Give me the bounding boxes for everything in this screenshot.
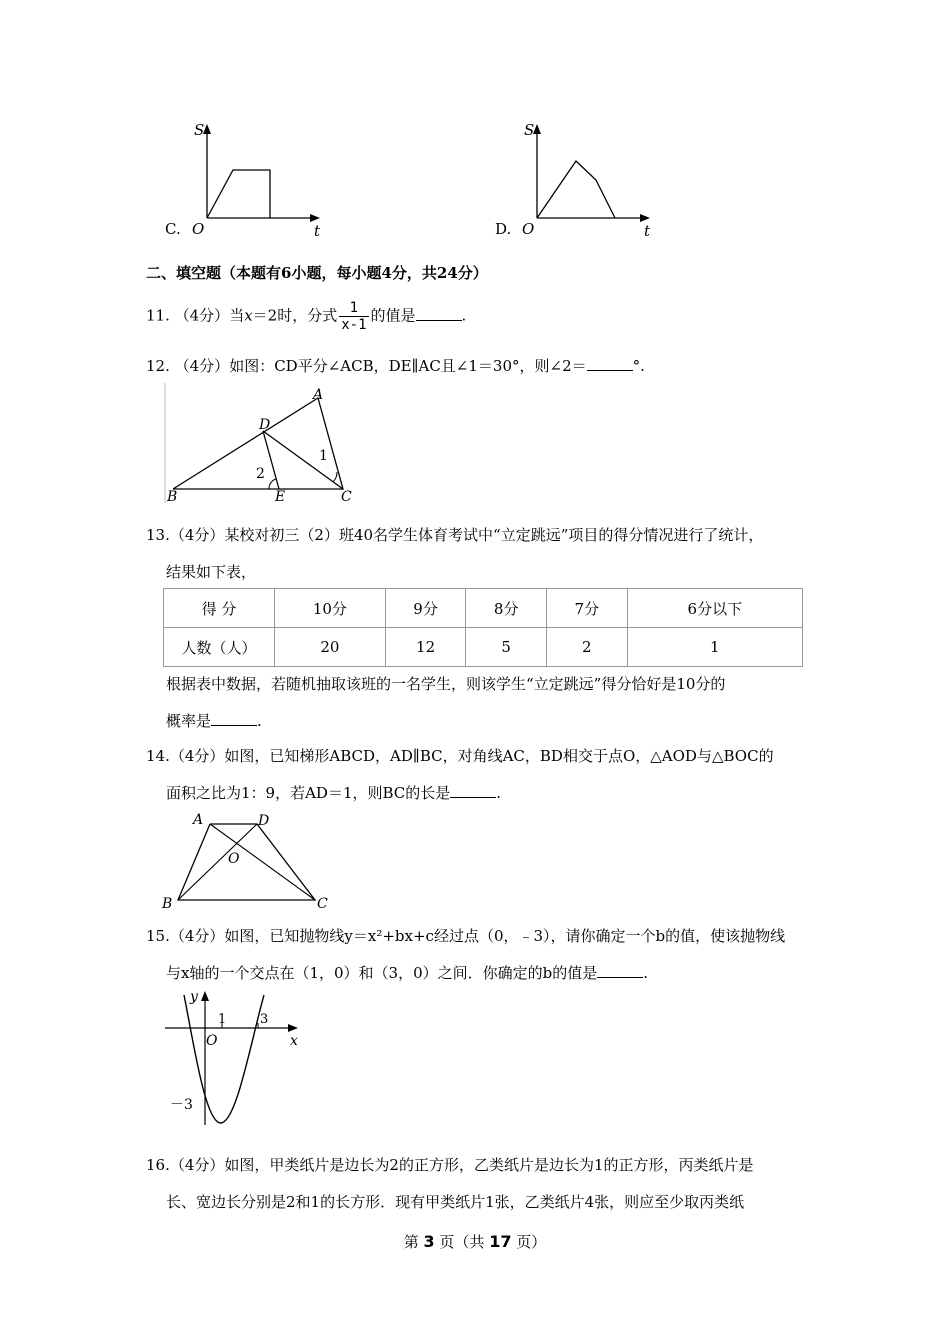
footer-a: 第 (403, 1233, 419, 1251)
option-c-label: C. (165, 220, 181, 238)
q11-text-c: 的值是 (370, 306, 416, 325)
q15-parabola-figure (160, 985, 310, 1135)
q11-number: 11. (146, 306, 170, 325)
q15-end: . (643, 964, 649, 982)
fig15-y-label: y (190, 989, 198, 1005)
c-x-axis-label: t (314, 222, 321, 240)
question-11 (146, 300, 466, 333)
q14-line1: 14.（4分）如图，已知梯形ABCD，AD∥BC，对角线AC，BD相交于点O，△AOD与△BOC的 (146, 747, 774, 765)
q10-option-c-graph (160, 118, 330, 240)
fig15-origin-label: O (206, 1033, 218, 1049)
footer-c: 页） (516, 1233, 547, 1251)
fig14-label-a: A (193, 812, 204, 828)
q11-var: x (244, 306, 253, 325)
table-cell: 10分 (275, 589, 386, 628)
q11-score: （4分） (174, 306, 230, 325)
page-number: 3 (423, 1232, 435, 1251)
q15-line2 (166, 962, 648, 983)
fig14-label-b: B (162, 896, 173, 912)
table-cell: 6分以下 (627, 589, 802, 628)
q13-line2: 结果如下表， (166, 563, 257, 581)
q12-answer-blank[interactable] (587, 356, 633, 371)
c-y-axis-label: S (194, 121, 205, 139)
q14-trapezoid-figure (160, 808, 340, 913)
fig12-label-a: A (313, 387, 324, 403)
q15-line2-text: 与x轴的一个交点在（1，0）和（3，0）之间．你确定的b的值是 (166, 964, 598, 982)
table-cell: 9分 (385, 589, 466, 628)
q11-frac-num: 1 (339, 300, 368, 317)
section-heading: 二、填空题（本题有6小题，每小题4分，共24分） (146, 264, 488, 282)
fig12-label-b: B (167, 489, 178, 505)
d-x-axis-label: t (644, 222, 651, 240)
q16-line2: 长、宽边长分别是2和1的长方形．现有甲类纸片1张，乙类纸片4张，则应至少取丙类纸 (166, 1193, 745, 1211)
q13-line1: 13.（4分）某校对初三（2）班40名学生体育考试中“立定跳远”项目的得分情况进行了统计， (146, 526, 764, 544)
page-footer (0, 1231, 950, 1252)
q14-end: . (496, 784, 502, 802)
table-cell: 2 (547, 628, 628, 667)
q16-line1: 16.（4分）如图，甲类纸片是边长为2的正方形，乙类纸片是边长为1的正方形，丙类纸片是 (146, 1156, 754, 1174)
q15-line1: 15.（4分）如图，已知抛物线y＝x²+bx+c经过点（0，﹣3），请你确定一个b的值，使该抛物线 (146, 927, 786, 945)
footer-b: 页（共 (439, 1233, 485, 1251)
q13-line4 (166, 710, 262, 731)
fig14-label-d: D (258, 813, 270, 829)
table-cell: 得 分 (164, 589, 275, 628)
q12-score: （4分） (174, 357, 230, 375)
q11-frac-den: x-1 (341, 317, 367, 333)
fig12-label-e: E (275, 489, 286, 505)
q12-number: 12. (146, 357, 170, 375)
q11-fraction (339, 300, 368, 333)
d-origin-label: O (522, 220, 535, 238)
q11-answer-blank[interactable] (416, 306, 462, 321)
table-cell: 7分 (547, 589, 628, 628)
table-cell: 20 (275, 628, 386, 667)
q14-line2-text: 面积之比为1：9，若AD＝1，则BC的长是 (166, 784, 451, 802)
fig15-tick-minus3: －3 (170, 1097, 193, 1113)
fig12-angle-2: 2 (256, 466, 265, 482)
q14-answer-blank[interactable] (450, 783, 496, 798)
d-y-axis-label: S (524, 121, 535, 139)
q13-line3: 根据表中数据，若随机抽取该班的一名学生，则该学生“立定跳远”得分恰好是10分的 (166, 675, 726, 693)
page-total: 17 (489, 1232, 512, 1251)
fig15-tick-1: 1 (218, 1012, 227, 1027)
q13-end: . (257, 712, 262, 730)
fig14-label-o: O (228, 851, 240, 867)
table-cell: 1 (627, 628, 802, 667)
table-cell: 12 (385, 628, 466, 667)
q13-score-table (163, 588, 803, 667)
q12-end: °. (632, 357, 645, 375)
q15-answer-blank[interactable] (597, 963, 643, 978)
table-cell: 5 (466, 628, 547, 667)
fig15-x-label: x (290, 1033, 298, 1049)
question-12 (146, 355, 645, 376)
fig12-label-c: C (341, 489, 352, 505)
q14-line2 (166, 782, 501, 803)
table-row (164, 628, 803, 667)
option-d-label: D. (495, 220, 512, 238)
table-cell: 8分 (466, 589, 547, 628)
c-origin-label: O (192, 220, 205, 238)
fig14-label-c: C (317, 896, 328, 912)
q12-text: 如图：CD平分∠ACB，DE∥AC且∠1＝30°，则∠2＝ (229, 357, 587, 375)
q13-line4-text: 概率是 (166, 712, 212, 730)
fig12-label-d: D (259, 417, 271, 433)
q11-text-a: 当 (229, 306, 245, 325)
q13-answer-blank[interactable] (211, 711, 257, 726)
fig12-angle-1: 1 (319, 448, 328, 464)
fig15-tick-3: 3 (260, 1012, 269, 1027)
q11-end: . (461, 306, 467, 325)
q11-text-b: ＝2时，分式 (252, 306, 338, 325)
table-cell: 人数（人） (164, 628, 275, 667)
table-row (164, 589, 803, 628)
q10-option-d-graph (490, 118, 660, 240)
q12-triangle-figure (163, 383, 363, 505)
